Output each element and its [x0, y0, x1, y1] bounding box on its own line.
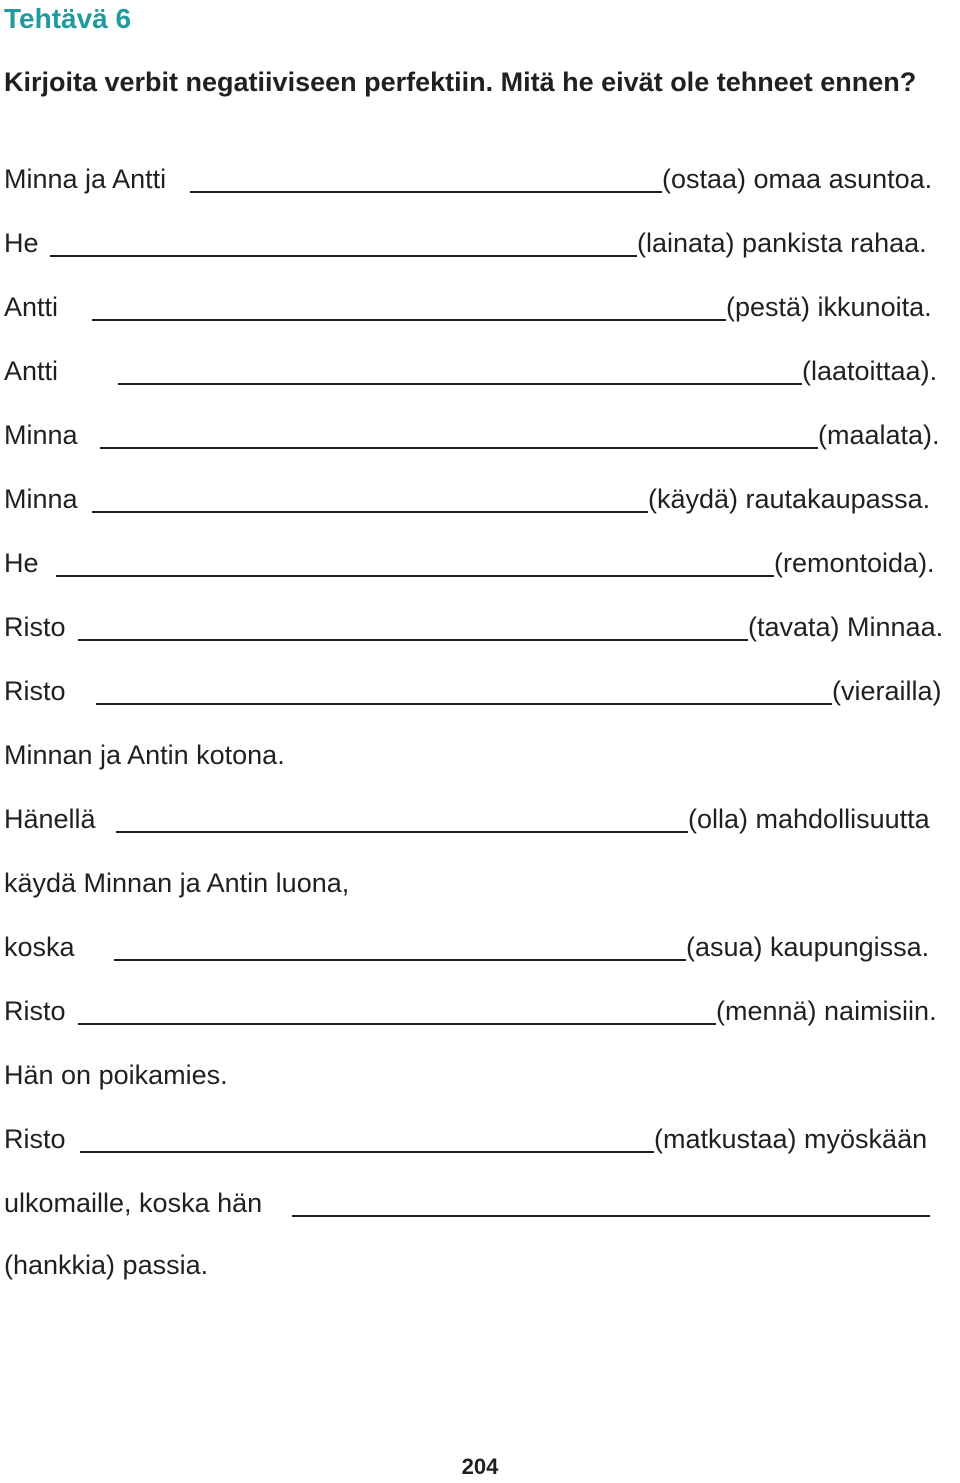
continuation-line: Hän on poikamies.: [4, 1060, 228, 1090]
answer-blank[interactable]: [78, 1023, 716, 1025]
row-subject: Antti: [4, 356, 59, 386]
row-subject: Minna: [4, 484, 78, 514]
exercise-row: [4, 418, 954, 452]
exercise-row: [4, 226, 954, 260]
answer-blank[interactable]: [292, 1215, 930, 1217]
exercise-row: [4, 674, 954, 708]
row-subject: ulkomaille, koska hän: [4, 1188, 263, 1218]
exercise-row: [4, 162, 954, 196]
answer-blank[interactable]: [50, 255, 637, 257]
row-verb: (pestä) ikkunoita.: [726, 292, 932, 322]
row-verb: (vierailla): [832, 676, 942, 706]
row-verb: (mennä) naimisiin.: [716, 996, 937, 1026]
answer-blank[interactable]: [100, 447, 818, 449]
answer-blank[interactable]: [96, 703, 832, 705]
row-subject: Risto: [4, 996, 66, 1026]
answer-blank[interactable]: [92, 511, 648, 513]
row-subject: Risto: [4, 612, 66, 642]
row-subject: Risto: [4, 1124, 66, 1154]
exercise-row: [4, 1122, 954, 1156]
exercise-title: Tehtävä 6: [4, 3, 132, 34]
row-verb: (olla) mahdollisuutta: [688, 804, 930, 834]
row-subject: koska: [4, 932, 75, 962]
answer-blank[interactable]: [56, 575, 774, 577]
answer-blank[interactable]: [114, 959, 686, 961]
row-verb: (asua) kaupungissa.: [686, 932, 930, 962]
exercise-row: [4, 802, 954, 836]
answer-blank[interactable]: [118, 383, 802, 385]
row-verb: (käydä) rautakaupassa.: [648, 484, 931, 514]
continuation-line: (hankkia) passia.: [4, 1250, 209, 1280]
exercise-instruction: Kirjoita verbit negatiiviseen perfektiin. Mitä he eivät ole tehneet ennen?: [4, 67, 917, 97]
row-subject: Minna: [4, 420, 78, 450]
row-verb: (laatoittaa).: [802, 356, 938, 386]
answer-blank[interactable]: [116, 831, 688, 833]
row-subject: Hänellä: [4, 804, 96, 834]
row-verb: (lainata) pankista rahaa.: [637, 228, 927, 258]
row-subject: He: [4, 548, 39, 578]
row-verb: (tavata) Minnaa.: [748, 612, 944, 642]
answer-blank[interactable]: [78, 639, 748, 641]
row-verb: (remontoida).: [774, 548, 935, 578]
row-subject: Minna ja Antti: [4, 164, 167, 194]
row-verb: (matkustaa) myöskään: [654, 1124, 928, 1154]
row-subject: Risto: [4, 676, 66, 706]
exercise-row: [4, 1186, 954, 1220]
exercise-row: [4, 930, 954, 964]
exercise-row: [4, 354, 954, 388]
answer-blank[interactable]: [80, 1151, 654, 1153]
page-number: 204: [461, 1454, 499, 1479]
row-verb: (maalata).: [818, 420, 940, 450]
exercise-row: [4, 994, 954, 1028]
exercise-row: [4, 290, 954, 324]
answer-blank[interactable]: [190, 191, 662, 193]
answer-blank[interactable]: [92, 319, 726, 321]
continuation-line: käydä Minnan ja Antin luona,: [4, 868, 350, 898]
continuation-line: Minnan ja Antin kotona.: [4, 740, 285, 770]
row-subject: He: [4, 228, 39, 258]
exercise-row: [4, 482, 954, 516]
row-subject: Antti: [4, 292, 59, 322]
exercise-row: [4, 610, 954, 644]
exercise-row: [4, 546, 954, 580]
row-verb: (ostaa) omaa asuntoa.: [662, 164, 933, 194]
